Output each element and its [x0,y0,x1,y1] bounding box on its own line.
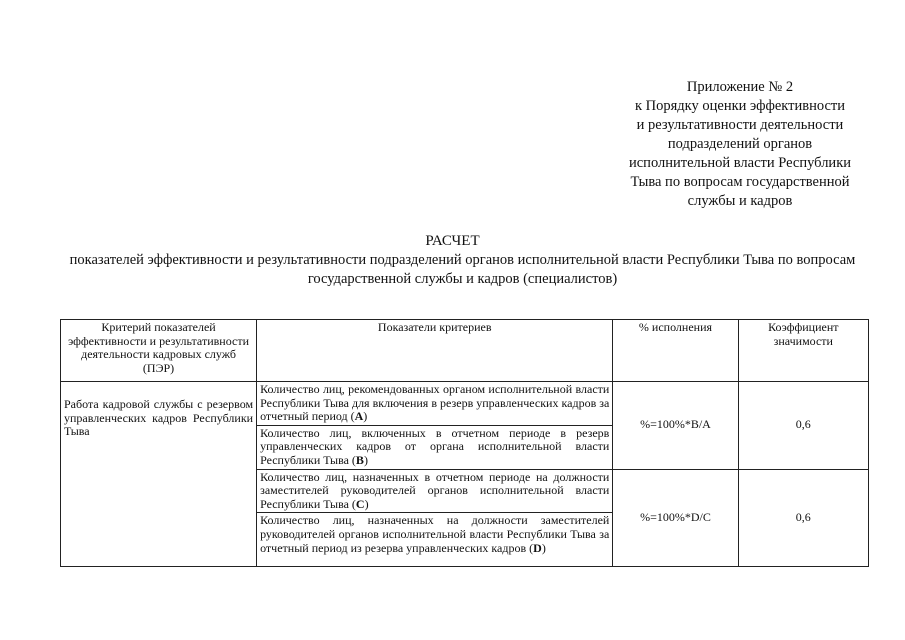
indicator-suffix: ) [541,540,546,555]
coefficient-cell-2: 0,6 [738,469,868,567]
indicator-text: Количество лиц, рекомендованных органом исполнительной власти Республики Тыва для включения в резерв управленческих кадров за отчетный период ( [260,382,610,424]
indicator-suffix: ) [363,452,368,467]
indicator-suffix: ) [363,409,368,424]
indicator-text: Количество лиц, назначенных на должности заместителей руководителей органов исполнительной власти Республики Тыва за отчетный период из резерва управленческих кадров ( [260,513,610,555]
appendix-line: службы и кадров [687,193,793,209]
header-percent: % исполнения [613,320,738,382]
header-indicators: Показатели критериев [257,320,613,382]
appendix-line: к Порядку оценки эффективности [634,98,846,114]
indicator-suffix: ) [364,496,369,511]
appendix-line: подразделений органов [667,136,813,152]
indicator-cell-c [257,469,613,513]
appendix-block [590,78,890,211]
appendix-line: Тыва по вопросам государственной [630,174,850,190]
formula-cell-2: %=100%*D/C [613,469,738,567]
indicator-cell-d [257,513,613,567]
criterion-cell: Работа кадровой службы с резервом управленческих кадров Республики Тыва [61,382,257,567]
table-row [61,382,869,426]
calculation-table [60,319,869,567]
header-coefficient: Коэффициент значимости [738,320,868,382]
document-title: РАСЧЕТ [425,233,480,249]
header-criterion: Критерий показателей эффективности и результативности деятельности кадровых служб (ПЭР) [61,320,257,382]
formula-cell-1: %=100%*B/A [613,382,738,470]
indicator-code: C [355,496,365,511]
coefficient-cell-1: 0,6 [738,382,868,470]
appendix-line: и результативности деятельности [636,117,844,133]
indicator-cell-b [257,425,613,469]
indicator-text: Количество лиц, включенных в отчетном периоде в резерв управленческих кадров от органа исполнительной власти Республики Тыва ( [260,425,610,467]
indicator-code: D [533,540,542,555]
document-subtitle: показателей эффективности и результативности подразделений органов исполнительной власти Республики Тыва по вопросам государственной службы и кадров (специалистов) [69,252,856,287]
indicator-code: A [354,409,364,424]
appendix-line: Приложение № 2 [686,79,794,95]
indicator-cell-a [257,382,613,426]
appendix-line: исполнительной власти Республики [628,155,851,171]
indicator-code: B [355,452,364,467]
table-header-row [61,320,869,382]
indicator-text: Количество лиц, назначенных в отчетном периоде на должности заместителей руководителей органов исполнительной власти Республики Тыва ( [260,469,610,511]
